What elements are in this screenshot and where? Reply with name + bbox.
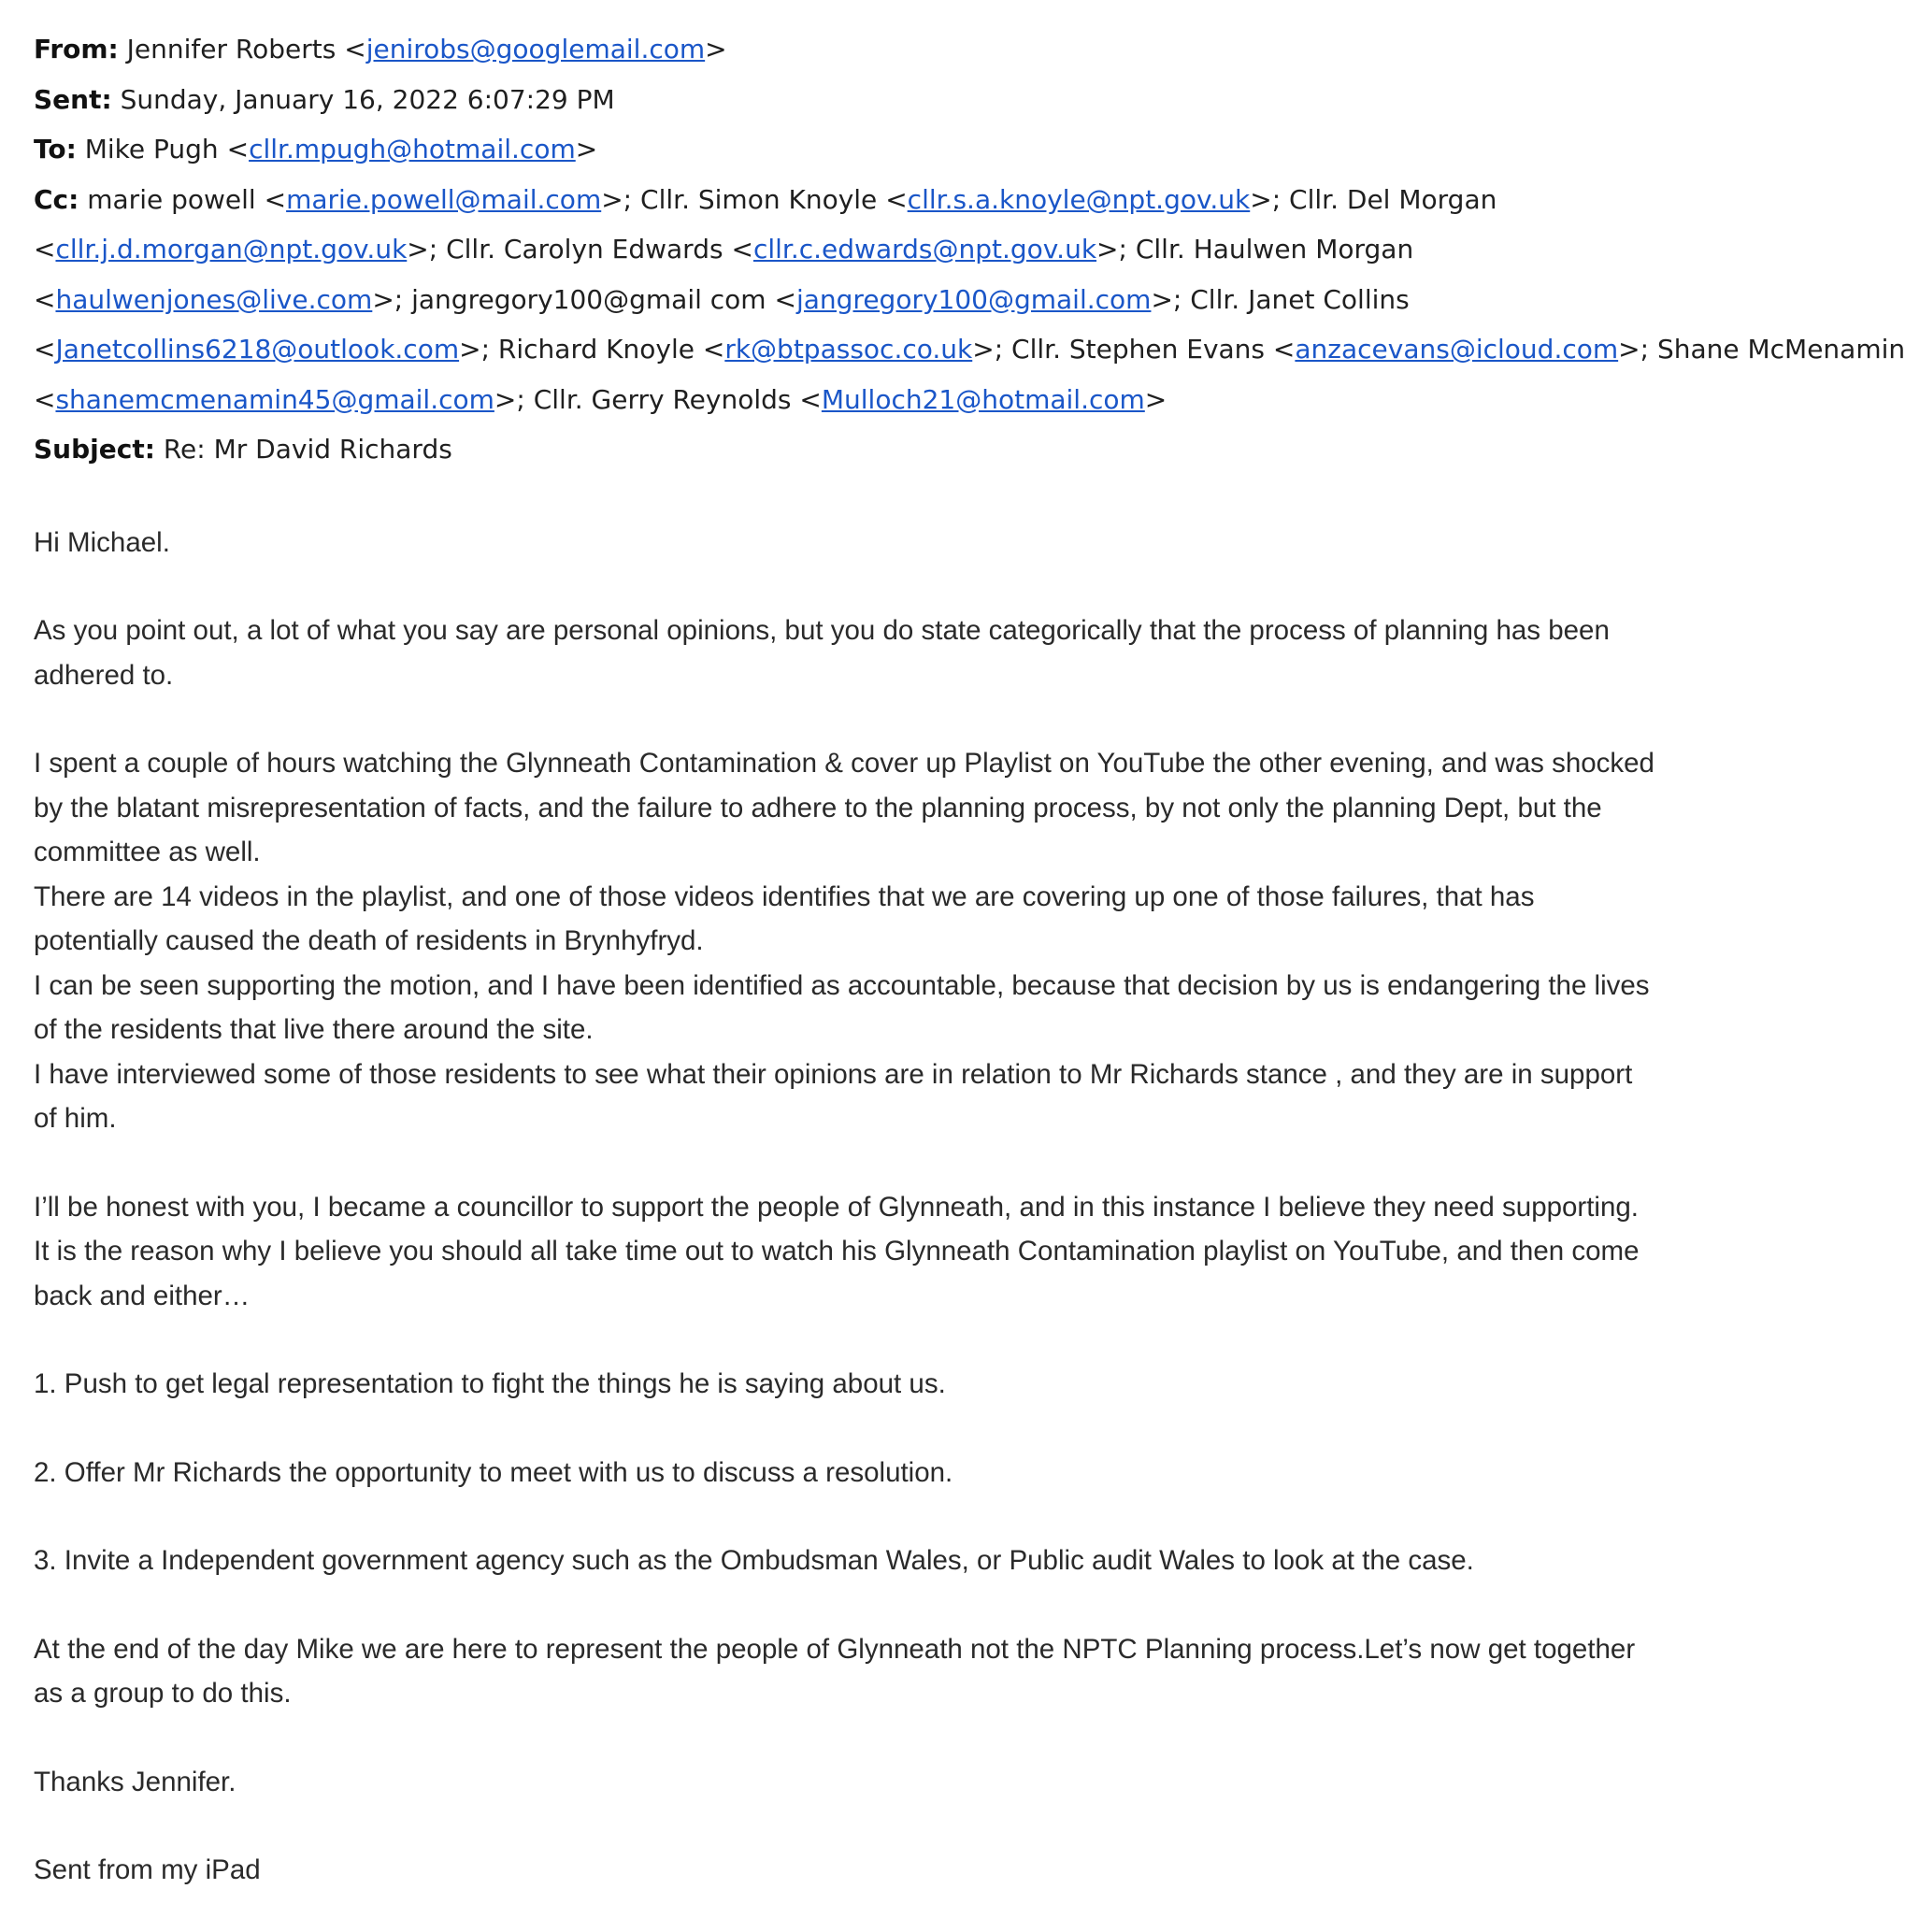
cc-email-link[interactable]: haulwenjones@live.com [55,283,373,315]
email-body [34,521,1791,1893]
to-name: Mike Pugh [84,134,219,165]
subject-line [34,424,1791,475]
to-line: To: Mike Pugh <cllr.mpugh@hotmail.com> [34,134,598,165]
subject-label: Subject: [34,434,155,465]
greeting: Hi Michael. [34,526,170,558]
cc-name: Cllr. Simon Knoyle [640,183,878,215]
cc-email-link[interactable]: marie.powell@mail.com [286,183,602,215]
from-line: From: Jennifer Roberts <jenirobs@googlemail.com> [34,34,727,64]
cc-name: Cllr. Janet Collins [1190,283,1410,315]
sent-value: Sunday, January 16, 2022 6:07:29 PM [120,83,615,115]
cc-email-link[interactable]: Mulloch21@hotmail.com [821,383,1145,415]
cc-name: Cllr. Stephen Evans [1011,334,1266,365]
cc-name: Cllr. Del Morgan [1289,183,1497,215]
subject-value: Re: Mr David Richards [163,434,452,465]
cc-name: Cllr. Carolyn Edwards [446,234,723,265]
list-item: 2. Offer Mr Richards the opportunity to meet with us to discuss a resolution. [34,1456,953,1488]
cc-email-link[interactable]: cllr.c.edwards@npt.gov.uk [752,234,1097,265]
cc-name: Shane McMenamin [1656,334,1905,365]
from-label: From: [34,34,119,64]
cc-email-link[interactable]: Janetcollins6218@outlook.com [55,334,460,365]
cc-name: marie powell [87,183,256,215]
list-item: 3. Invite a Independent government agency such as the Ombudsman Wales, or Public audit Wales to look at the case. [34,1545,1474,1576]
paragraph: I’ll be honest with you, I became a councillor to support the people of Glynneath, and in this instance I believe they need supporting. It is the reason why I believe you should all take time out to watch his Glynneath Contamination playlist on YouTube, and then come back and either… [34,1191,1640,1311]
cc-block: Cc: marie powell <marie.powell@mail.com>; Cllr. Simon Knoyle <cllr.s.a.knoyle@npt.gov.uk>; Cllr. Del Morgan <cllr.j.d.morgan@npt.gov.uk>; Cllr. Carolyn Edwards <cllr.c.edwards@npt.gov.uk>; Cllr. Haulwen Morgan <haulwenjones@live.com>; jangregory100@gmail com <jangregory100@gmail.com>; Cllr. Janet Collins <Janetcollins6218@outlook.com>; Richard Knoyle <rk@btpassoc.co.uk>; Cllr. Stephen Evans <anzacevans@icloud.com>; Shane McMenamin <shanemcmenamin45@gmail.com>; Cllr. Gerry Reynolds <Mulloch21@hotmail.com> [34,183,1905,415]
paragraph: At the end of the day Mike we are here to represent the people of Glynneath not the NPTC Planning process.Let’s now get together as a group to do this. [34,1633,1636,1709]
cc-email-link[interactable]: cllr.s.a.knoyle@npt.gov.uk [907,183,1251,215]
sent-label: Sent: [34,83,112,115]
cc-name: Cllr. Haulwen Morgan [1135,234,1414,265]
email-message [34,24,1905,1893]
list-item: 1. Push to get legal representation to fight the things he is saying about us. [34,1368,946,1399]
paragraph: As you point out, a lot of what you say are personal opinions, but you do state categorically that the process of planning has been adhered to. [34,615,1610,691]
cc-email-link[interactable]: shanemcmenamin45@gmail.com [55,383,494,415]
from-name: Jennifer Roberts [126,34,337,64]
cc-email-link[interactable]: rk@btpassoc.co.uk [724,334,973,365]
cc-name: Richard Knoyle [497,334,695,365]
paragraph: I spent a couple of hours watching the Glynneath Contamination & cover up Playlist on YouTube the other evening, and was shocked by the blatant misrepresentation of facts, and the failure to adhere to the planning process, by not only the planning Dept, but the committee as well. There are 14 videos in the playlist, and one of those videos identifies that we are covering up one of those failures, that has potentially caused the death of residents in Brynhyfryd. I can be seen supporting the motion, and I have been identified as accountable, because that decision by us is endangering the lives of the residents that live there around the site. I have interviewed some of those residents to see what their opinions are in relation to Mr Richards stance , and they are in support of him. [34,748,1654,1134]
from-email-link[interactable]: jenirobs@googlemail.com [365,34,706,64]
cc-label: Cc: [34,183,79,215]
cc-name: jangregory100@gmail com [411,283,766,315]
to-email-link[interactable]: cllr.mpugh@hotmail.com [249,134,576,165]
sent-line [34,75,1791,125]
signature: Sent from my iPad [34,1854,261,1885]
to-label: To: [34,134,77,165]
cc-email-link[interactable]: cllr.j.d.morgan@npt.gov.uk [55,234,408,265]
email-header [34,24,1905,475]
cc-name: Cllr. Gerry Reynolds [533,383,792,415]
cc-email-link[interactable]: jangregory100@gmail.com [795,283,1152,315]
cc-email-link[interactable]: anzacevans@icloud.com [1295,334,1619,365]
signoff: Thanks Jennifer. [34,1766,236,1797]
